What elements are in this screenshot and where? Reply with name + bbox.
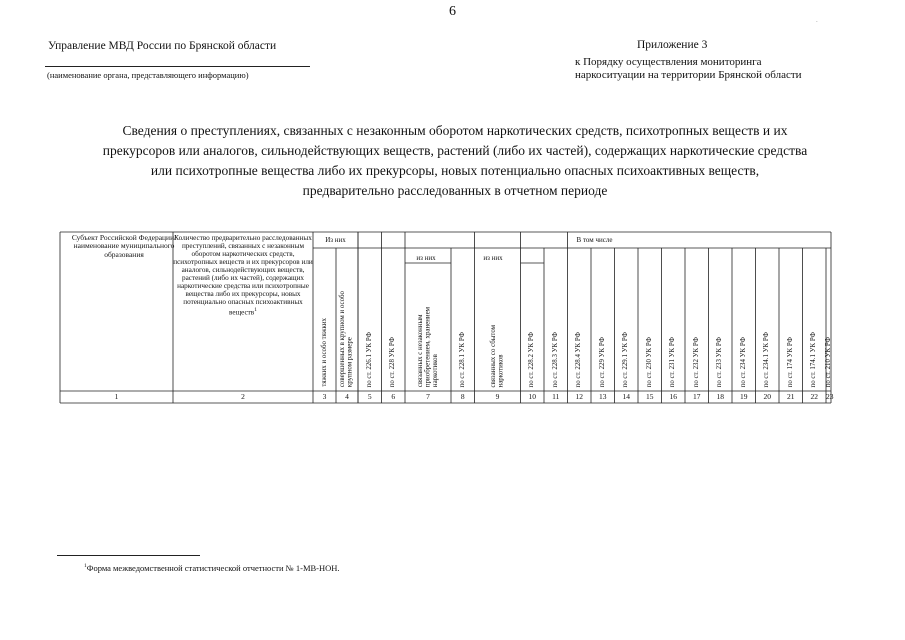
header-vertical-21 (779, 251, 803, 387)
header-vertical-text: по ст. 230 УК РФ (645, 336, 653, 387)
column-number: 1 (114, 392, 119, 401)
document-title (60, 121, 850, 201)
header-group-v-tom-chisle: В том числе (576, 236, 613, 244)
column-number: 22 (810, 392, 818, 401)
column-number: 14 (622, 392, 630, 401)
header-vertical-16 (662, 251, 686, 387)
column-number: 20 (763, 392, 771, 401)
column-number: 15 (646, 392, 654, 401)
header-total-footnote-mark: 1 (254, 307, 257, 313)
column-number: 23 (826, 392, 834, 401)
header-vertical-text: по ст. 228.4 УК РФ (575, 331, 583, 387)
header-vertical-text: по ст. 226.1 УК РФ (365, 331, 373, 387)
header-vertical-12 (568, 251, 592, 387)
header-vertical-19 (732, 251, 756, 387)
header-vertical-text: по ст. 233 УК РФ (716, 336, 724, 387)
header-vertical-text: по ст. 232 УК РФ (692, 336, 700, 387)
column-number: 19 (740, 392, 748, 401)
column-number: 17 (693, 392, 701, 401)
header-vertical-text: по ст. 174.1 УК РФ (810, 331, 818, 387)
header-vertical-9 (475, 266, 521, 387)
header-vertical-text: по ст. 228.1 УК РФ (458, 331, 466, 387)
header-vertical-17 (685, 251, 709, 387)
header-total-text: Количество предварительно расследованных преступлений, связанных с незаконным оборотом наркотических средств, психотропных веществ и их прекурсоров или аналогов, сильнодействующих веществ, растений (либо их частей), содержащих наркотические средства или психотропные вещества либо их прекурсоры, новых потенциально опасных психоактивных веществ (173, 234, 313, 317)
title-line-1: Сведения о преступлениях, связанных с незаконным оборотом наркотических средств, психотропных веществ и их (122, 123, 788, 138)
header-vertical-text: по ст. 229.1 УК РФ (622, 331, 630, 387)
header-vertical-text: по ст. 228.2 УК РФ (528, 331, 536, 387)
header-vertical-20 (756, 251, 780, 387)
title-line-2: прекурсоров или аналогов, сильнодействующих веществ, растений (либо их частей), содержащих наркотические средства (102, 143, 808, 158)
header-group-iz-nih: Из них (325, 236, 346, 244)
header-vertical-22 (803, 251, 827, 387)
footnote-separator (57, 555, 200, 556)
organization-underline (45, 66, 310, 67)
header-vertical-text: по ст. 234.1 УК РФ (763, 331, 771, 387)
column-number: 5 (367, 392, 372, 401)
header-vertical-text: совершенных в крупном и особо крупном размере (339, 290, 354, 387)
header-vertical-text: по ст. 234 УК РФ (739, 336, 747, 387)
header-vertical-15 (638, 251, 662, 387)
column-number: 18 (716, 392, 724, 401)
header-vertical-6 (382, 251, 406, 387)
header-sub-iz-nih-a: из них (416, 254, 436, 262)
column-number: 12 (575, 392, 583, 401)
header-subject: Субъект Российской Федерации/ наименование муниципального образования (71, 233, 177, 259)
title-line-3: или психотропные вещества либо их прекурсоры, новых потенциально опасных психоактивных веществ, (150, 163, 760, 178)
header-vertical-text: связанных со сбытом наркотиков (489, 324, 505, 387)
header-vertical-18 (709, 251, 733, 387)
header-vertical-11 (544, 251, 568, 387)
margin-mark: . (816, 16, 818, 24)
column-number: 16 (669, 392, 677, 401)
column-number: 9 (495, 392, 500, 401)
title-line-4: предварительно расследованных в отчетном периоде (302, 183, 608, 198)
column-number: 21 (787, 392, 795, 401)
appendix-title: Приложение 3 (637, 39, 708, 51)
header-vertical-23 (826, 251, 831, 387)
column-number: 11 (552, 392, 560, 401)
column-number: 6 (391, 392, 396, 401)
header-vertical-text: по ст. 231 УК РФ (669, 336, 677, 387)
organization-name: Управление МВД России по Брянской области (48, 40, 277, 52)
report-table (60, 232, 834, 403)
header-vertical-text: по ст. 228 УК РФ (389, 336, 397, 387)
column-number: 4 (345, 392, 349, 401)
header-vertical-13 (591, 251, 615, 387)
header-sub-iz-nih-b: из них (483, 254, 503, 262)
header-vertical-10 (521, 251, 545, 387)
column-number: 10 (528, 392, 536, 401)
header-vertical-text: связанных с незаконным приобретением, хранением наркотиков (416, 306, 439, 387)
appendix-text: к Порядку осуществления мониторинга наркоситуации на территории Брянской области (575, 56, 802, 81)
header-vertical-5 (358, 251, 382, 387)
header-vertical-7 (405, 266, 451, 387)
header-vertical-4 (336, 251, 358, 387)
footnote-mark: 1 (84, 563, 87, 570)
header-vertical-text: тяжких и особо тяжких (320, 318, 328, 387)
column-number: 2 (241, 392, 245, 401)
header-total (173, 234, 313, 316)
header-vertical-text: по ст. 228.3 УК РФ (551, 331, 559, 387)
column-number: 13 (599, 392, 607, 401)
column-number: 8 (460, 392, 465, 401)
organization-caption: (наименование органа, представляющего информацию) (47, 70, 249, 80)
footnote (84, 563, 340, 573)
header-vertical-text: по ст. 174 УК РФ (786, 336, 794, 387)
page-number: 6 (449, 4, 456, 19)
column-number: 7 (426, 392, 430, 401)
header-vertical-text: по ст. 229 УК РФ (598, 336, 606, 387)
column-number: 3 (322, 392, 327, 401)
header-vertical-14 (615, 251, 639, 387)
header-vertical-8 (451, 251, 475, 387)
header-vertical-3 (313, 251, 336, 387)
footnote-text: Форма межведомственной статистической отчетности № 1-МВ-НОН. (86, 563, 340, 573)
header-vertical-text: по ст. 210 УК РФ (824, 336, 832, 387)
